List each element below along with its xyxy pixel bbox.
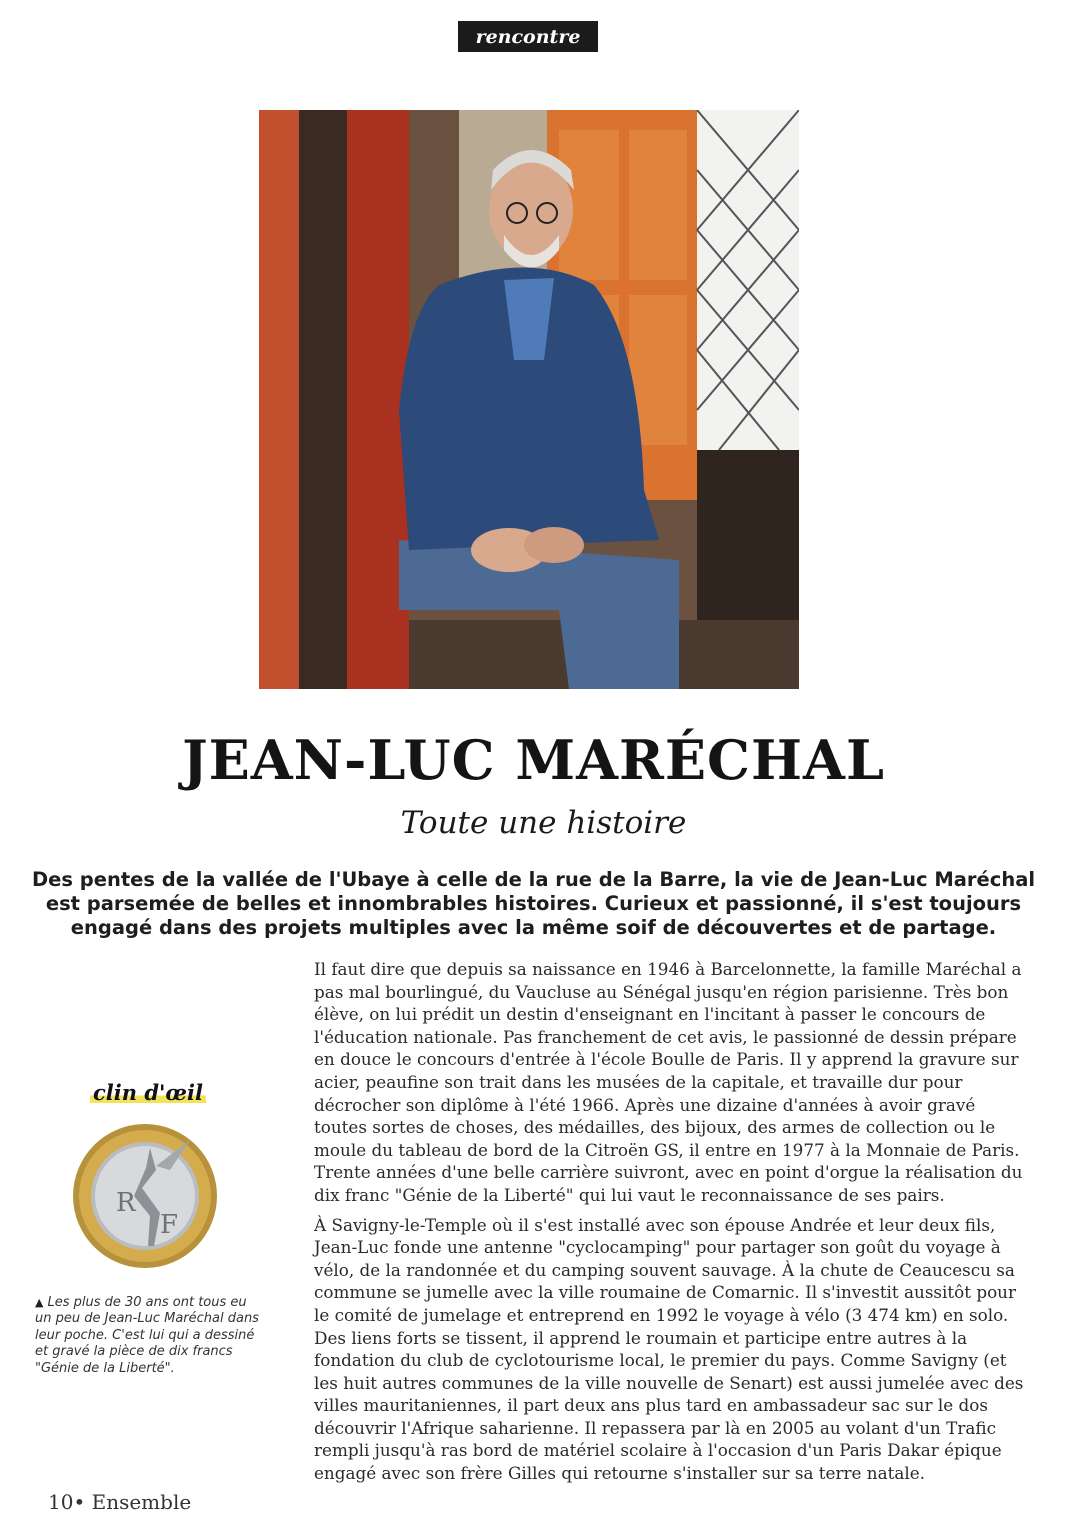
coin-letter-r: R	[116, 1188, 136, 1218]
paragraph: Il faut dire que depuis sa naissance en 1946 à Barcelonnette, la famille Maréchal a pas mal bourlingué, du Vaucluse au Sénégal jusqu'en région parisienne. Très bon élève, on lui prédit un destin d'enseignant en l'incitant à passer le concours de l'éducation nationale. Pas franchement de cet avis, le passionné de dessin prépare en douce le concours d'entrée à l'école Boulle de Paris. Il y apprend la gravure sur acier, peaufine son trait dans les musées de la capitale, et travaille dur pour décrocher son diplôme à l'été 1966. Après une dizaine d'années à avoir gravé toutes sortes de choses, des médailles, des bijoux, des armes de collection ou le moule du tableau de bord de la Citroën GS, il entre en 1977 à la Monnaie de Paris. Trente années d'une belle carrière suivront, avec en point d'orgue la réalisation du dix franc "Génie de la Liberté" qui lui vaut le reconnaissance de ses pairs.	[314, 959, 1023, 1205]
article-title: JEAN-LUC MARÉCHAL	[182, 728, 885, 792]
coin-caption	[35, 1295, 260, 1377]
section-tag: rencontre	[458, 21, 598, 52]
portrait-photo	[259, 110, 799, 689]
sidebar-label	[78, 1080, 218, 1105]
coin-letter-f: F	[160, 1210, 179, 1240]
sidebar-label-text: clin d'œil	[90, 1080, 206, 1105]
caption-text: Les plus de 30 ans ont tous eu un peu de Jean-Luc Maréchal dans leur poche. C'est lui qui a dessiné et gravé la pièce de dix francs "Génie de la Liberté".	[35, 1295, 259, 1376]
ten-franc-coin-image	[70, 1118, 220, 1278]
article-subtitle: Toute une histoire	[400, 805, 687, 841]
portrait-illustration	[259, 110, 799, 689]
article-body	[314, 958, 1030, 1492]
triangle-up-icon: ▲	[35, 1296, 44, 1309]
paragraph: À Savigny-le-Temple où il s'est installé avec son épouse Andrée et leur deux fils, Jean-Luc fonde une antenne "cyclocamping" pour partager son goût du voyage à vélo, de la randonnée et du camping souvent sauvage. À la chute de Ceaucescu sa commune se jumelle avec la ville roumaine de Comarnic. Il s'investit aussitôt pour le comité de jumelage et entreprend en 1992 le voyage à vélo (3 474 km) en solo. Des liens forts se tissent, il apprend le roumain et participe entre autres à la fondation du club de cyclotourisme local, le premier du pays. Comme Savigny (et les huit autres communes de la ville nouvelle de Senart) est aussi jumelée avec des villes mauritaniennes, il part deux ans plus tard en ambassadeur sac sur le dos découvrir l'Afrique saharienne. Il repassera par là en 2005 au volant d'un Trafic rempli jusqu'à ras bord de matériel scolaire à l'occasion d'un Paris Dakar épique engagé avec son frère Gilles qui retourne s'installer sur sa terre natale.	[314, 1214, 1024, 1484]
page-folio: 10• Ensemble	[48, 1490, 192, 1514]
article-lead: Des pentes de la vallée de l'Ubaye à celle de la rue de la Barre, la vie de Jean-Luc Maréchal est parsemée de belles et innombrables histoires. Curieux et passionné, il s'est toujours engagé dans des projets multiples avec la même soif de découvertes et de partage.	[31, 868, 1036, 939]
